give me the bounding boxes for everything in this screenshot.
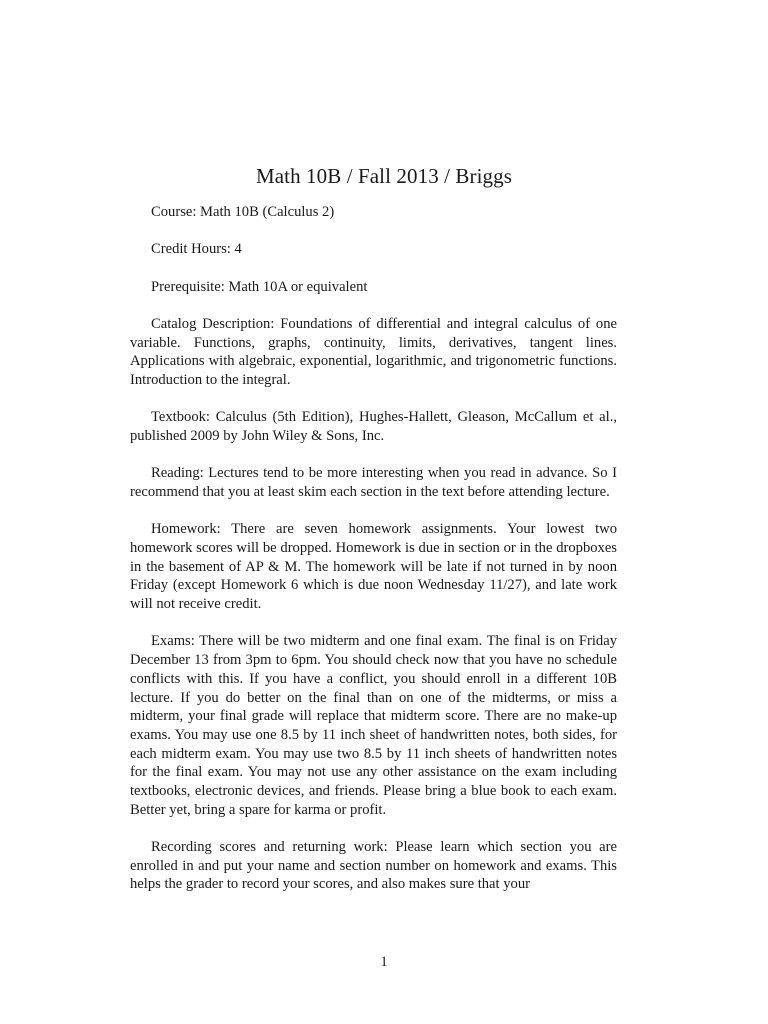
textbook-paragraph: Textbook: Calculus (5th Edition), Hughes-Hallett, Gleason, McCallum et al., published 2009 by John Wiley & Sons, Inc.	[130, 409, 617, 444]
catalog-description-paragraph: Catalog Description: Foundations of differential and integral calculus of one variable. Functions, graphs, continuity, limits, derivatives, tangent lines. Applications with algebraic, exponential, logarithmic, and trigonometric functions. Introduction to the integral.	[130, 315, 617, 388]
recording-scores-paragraph: Recording scores and returning work: Please learn which section you are enrolled in and put your name and section number on homework and exams. This helps the grader to record your scores, and also makes sure that your	[130, 839, 617, 893]
document-body	[130, 203, 617, 913]
page-title: Math 10B / Fall 2013 / Briggs	[255, 164, 513, 188]
page-number: 1	[380, 954, 388, 970]
course-paragraph: Course: Math 10B (Calculus 2)	[151, 204, 335, 220]
reading-paragraph: Reading: Lectures tend to be more interesting when you read in advance. So I recommend that you at least skim each section in the text before attending lecture.	[130, 465, 617, 500]
credit-hours-paragraph: Credit Hours: 4	[151, 241, 242, 258]
exams-paragraph: Exams: There will be two midterm and one final exam. The final is on Friday December 13 from 3pm to 6pm. You should check now that you have no schedule conflicts with this. If you have a conflict, you should enroll in a different 10B lecture. If you do better on the final than on one of the midterms, or miss a midterm, your final grade will replace that midterm score. There are no make-up exams. You may use one 8.5 by 11 inch sheet of handwritten notes, both sides, for each midterm exam. You may use two 8.5 by 11 inch sheets of handwritten notes for the final exam. You may not use any other assistance on the exam including textbooks, electronic devices, and friends. Please bring a blue book to each exam. Better yet, bring a spare for karma or profit.	[130, 633, 617, 818]
homework-paragraph: Homework: There are seven homework assignments. Your lowest two homework scores will be dropped. Homework is due in section or in the dropboxes in the basement of AP & M. The homework will be late if not turned in by noon Friday (except Homework 6 which is due noon Wednesday 11/27), and late work will not receive credit.	[130, 521, 617, 613]
prerequisite-paragraph: Prerequisite: Math 10A or equivalent	[151, 278, 368, 295]
